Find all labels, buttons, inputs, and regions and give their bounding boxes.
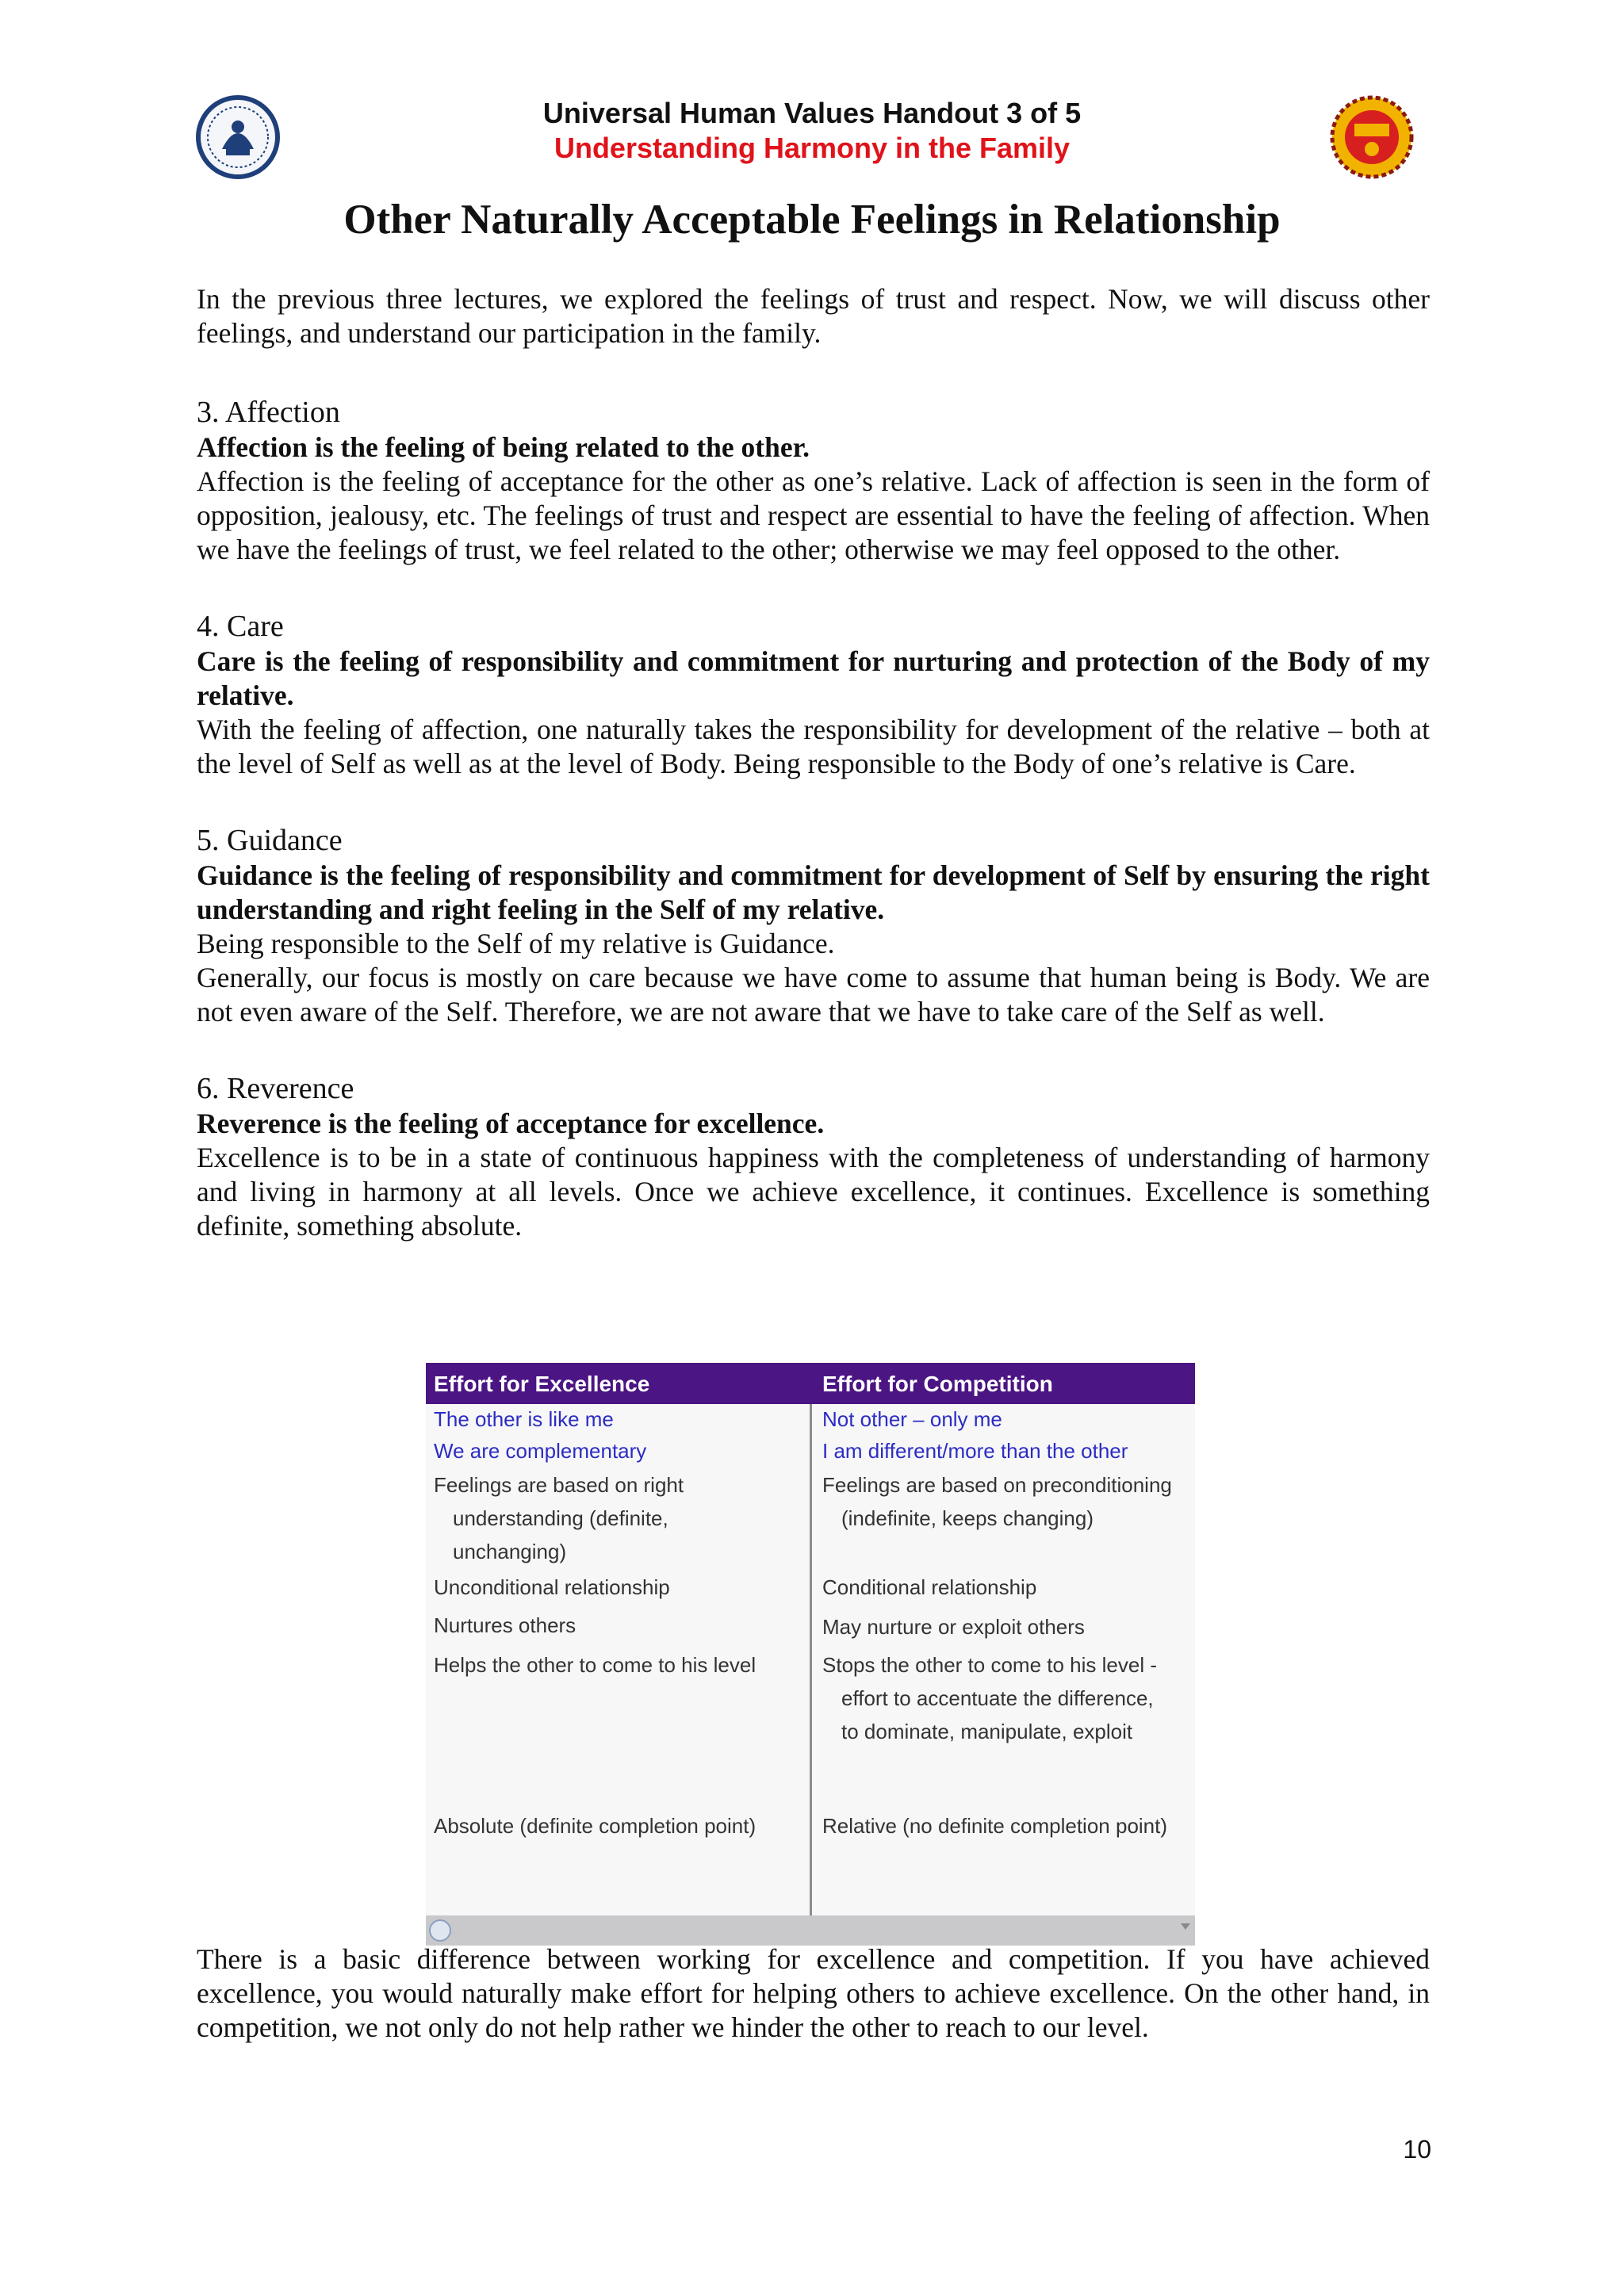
- table-cell: Not other – only me: [822, 1407, 1002, 1431]
- cell-line: Stops the other to come to his level -: [822, 1653, 1157, 1677]
- section-paragraph: Affection is the feeling of acceptance for the other as one’s relative. Lack of affection is seen in the form of opposition, jealousy, etc. The feelings of trust and respect are essential to have the feeling of affection. When we have the feelings of trust, we feel related to the other; otherwise we may feel opposed to the other.: [197, 465, 1430, 565]
- slide-footer-bar: [426, 1915, 1195, 1946]
- page-title: Other Naturally Acceptable Feelings in Relationship: [343, 197, 1281, 243]
- table-cell: Nurtures others: [434, 1613, 576, 1637]
- cell-line: (indefinite, keeps changing): [841, 1506, 1094, 1530]
- cell-line: to dominate, manipulate, exploit: [841, 1720, 1133, 1743]
- section-affection: [197, 394, 1430, 567]
- section-guidance: [197, 822, 1430, 1029]
- section-reverence: [197, 1070, 1430, 1243]
- section-heading: 5. Guidance: [197, 824, 343, 857]
- cell-line: understanding (definite,: [453, 1506, 668, 1530]
- table-cell: [434, 1468, 802, 1568]
- section-definition: Affection is the feeling of being related to the other.: [197, 431, 810, 463]
- cell-line: effort to accentuate the difference,: [841, 1686, 1154, 1710]
- table-cell: Unconditional relationship: [434, 1575, 670, 1599]
- column-header-competition: Effort for Competition: [822, 1372, 1053, 1396]
- body-content: [197, 282, 1430, 1284]
- slide-nav-icon: [429, 1919, 451, 1942]
- cell-line: Feelings are based on right: [434, 1473, 684, 1497]
- table-cell: The other is like me: [434, 1407, 614, 1431]
- page-number: 10: [1403, 2135, 1431, 2164]
- section-paragraph: Generally, our focus is mostly on care because we have come to assume that human being is Body. We are not even aware of the Self. Therefore, we are not aware that we have to take care of the Self as well.: [197, 962, 1430, 1027]
- cell-line: unchanging): [453, 1540, 567, 1563]
- closing-content: [197, 1942, 1430, 2045]
- section-paragraph: With the feeling of affection, one naturally takes the responsibility for development of the relative – both at the level of Self as well as at the level of Body. Being responsible to the Body of one’s relative is Care.: [197, 714, 1430, 779]
- table-header: [426, 1363, 1195, 1404]
- column-header-excellence: Effort for Excellence: [434, 1372, 650, 1396]
- excellence-vs-competition-table: [426, 1363, 1195, 1946]
- handout-title: Universal Human Values Handout 3 of 5: [542, 97, 1082, 129]
- section-heading: 4. Care: [197, 610, 284, 643]
- table-cell: May nurture or exploit others: [822, 1615, 1085, 1639]
- table-cell: I am different/more than the other: [822, 1439, 1128, 1463]
- section-paragraph: Being responsible to the Self of my relative is Guidance.: [197, 928, 835, 959]
- column-divider: [810, 1404, 812, 1931]
- section-paragraph: Excellence is to be in a state of continuous happiness with the completeness of understanding of harmony and living in harmony at all levels. Once we achieve excellence, it continues. Excellence is something definite, something absolute.: [197, 1142, 1430, 1242]
- handout-subtitle: Understanding Harmony in the Family: [553, 132, 1071, 164]
- table-cell: Relative (no definite completion point): [822, 1814, 1168, 1838]
- table-cell: [822, 1468, 1191, 1535]
- closing-paragraph: There is a basic difference between working for excellence and competition. If you have achieved excellence, you would naturally make effort for helping others to achieve excellence. On the other hand, in competition, we not only do not help rather we hinder the other to reach to our level.: [197, 1943, 1430, 2043]
- cell-line: Feelings are based on preconditioning: [822, 1473, 1172, 1497]
- table-cell: [822, 1648, 1191, 1748]
- table-cell: Helps the other to come to his level: [434, 1653, 756, 1677]
- section-care: [197, 608, 1430, 781]
- section-heading: 3. Affection: [197, 396, 340, 429]
- section-heading: 6. Reverence: [197, 1072, 354, 1105]
- chevron-down-icon: [1181, 1923, 1190, 1930]
- intro-paragraph: In the previous three lectures, we explored the feelings of trust and respect. Now, we will discuss other feelings, and understand our participation in the family.: [197, 283, 1430, 349]
- section-definition: Care is the feeling of responsibility and commitment for nurturing and protection of the Body of my relative.: [197, 645, 1430, 711]
- table-cell: Absolute (definite completion point): [434, 1814, 756, 1838]
- table-cell: Conditional relationship: [822, 1575, 1037, 1599]
- table-cell: We are complementary: [434, 1439, 647, 1463]
- section-definition: Reverence is the feeling of acceptance for excellence.: [197, 1108, 825, 1139]
- section-definition: Guidance is the feeling of responsibility and commitment for development of Self by ensuring the right understanding and right feeling in the Self of my relative.: [197, 859, 1430, 925]
